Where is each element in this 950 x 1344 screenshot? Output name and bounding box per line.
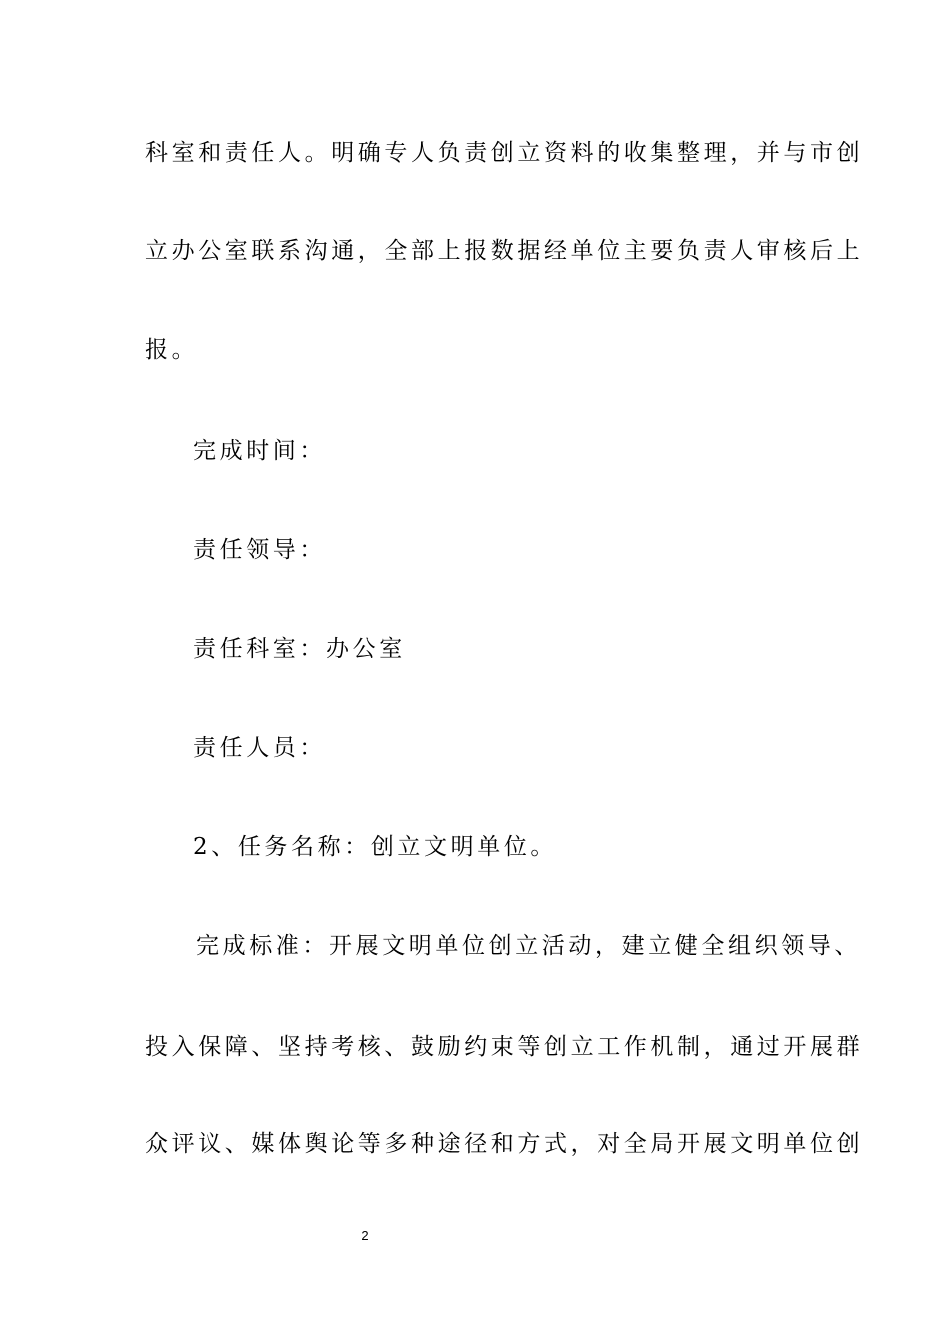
completion-standard-line-1: 完成标准：开展文明单位创立活动，建立健全组织领导、 xyxy=(196,933,861,959)
page-number: 2 xyxy=(361,1228,369,1243)
completion-time-label: 完成时间： xyxy=(193,438,326,464)
body-text-line-3: 报。 xyxy=(145,337,199,363)
responsible-leader-label: 责任领导： xyxy=(193,537,326,563)
responsible-department-line: 责任科室：办公室 xyxy=(193,636,406,662)
completion-standard-line-3: 众评议、媒体舆论等多种途径和方式，对全局开展文明单位创 xyxy=(145,1131,864,1157)
responsible-staff-label: 责任人员： xyxy=(193,735,326,761)
completion-standard-line-2: 投入保障、坚持考核、鼓励约束等创立工作机制，通过开展群 xyxy=(145,1034,864,1060)
body-text-line-1: 科室和责任人。明确专人负责创立资料的收集整理，并与市创 xyxy=(145,140,864,166)
task-name-line: 2、任务名称：创立文明单位。 xyxy=(193,834,558,860)
body-text-line-2: 立办公室联系沟通，全部上报数据经单位主要负责人审核后上 xyxy=(145,238,864,264)
